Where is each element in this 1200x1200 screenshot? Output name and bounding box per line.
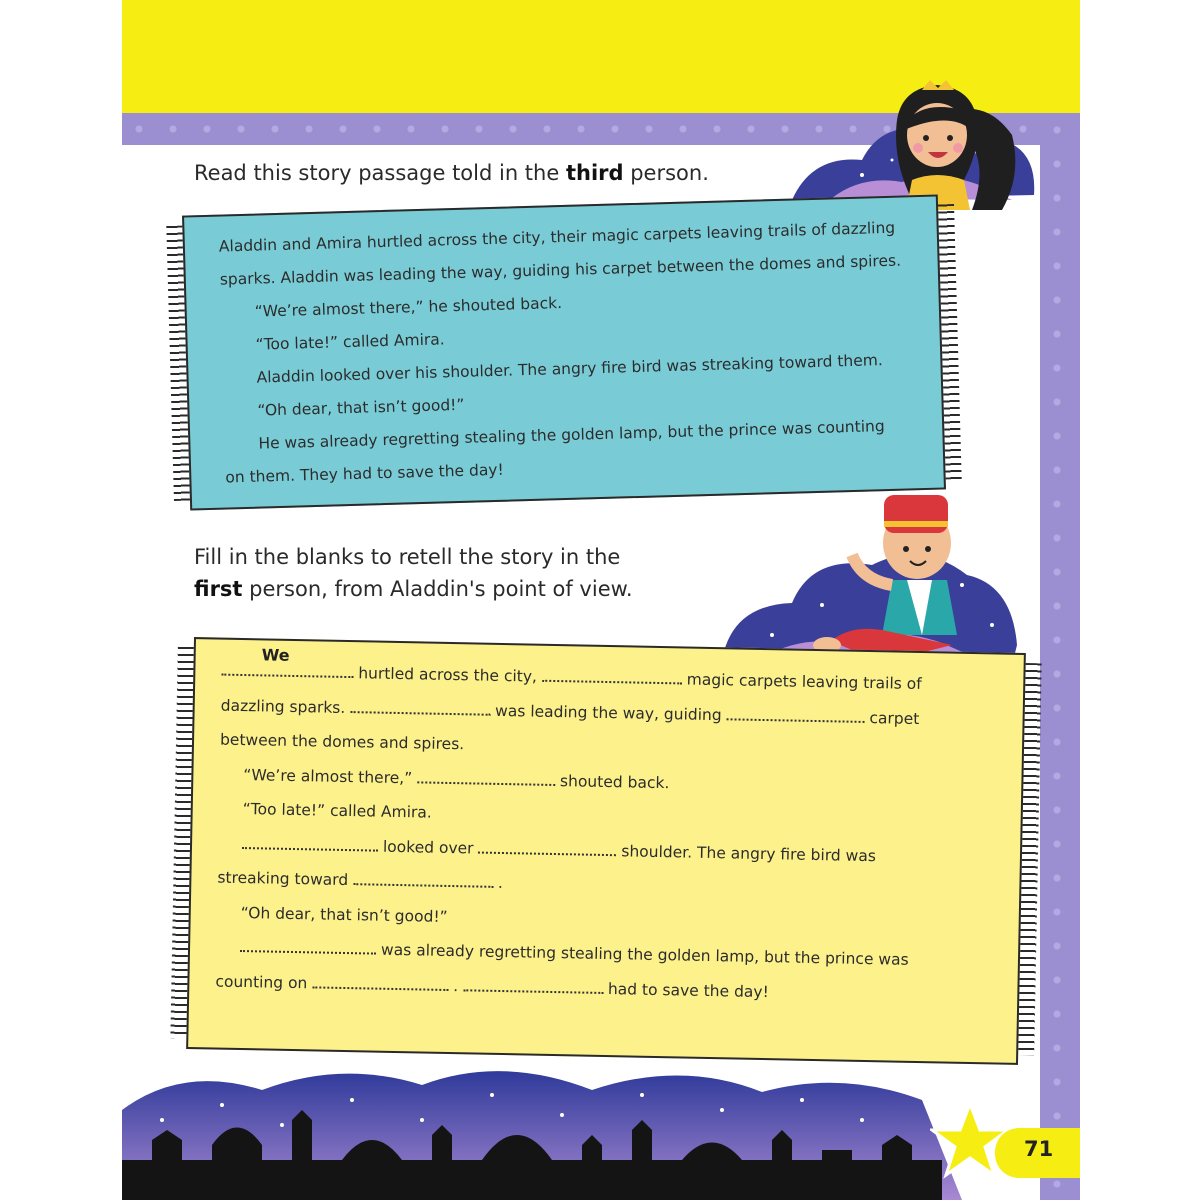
passage-line: sparks. Aladdin was leading the way, guiding his carpet between the domes and spires. bbox=[219, 251, 902, 289]
fill-text: magic carpets leaving trails of bbox=[681, 670, 922, 694]
fill-text: looked over bbox=[377, 837, 479, 858]
instruction-bold-word: first bbox=[194, 577, 243, 601]
workbook-page bbox=[122, 0, 1080, 1200]
blank-11[interactable] bbox=[463, 975, 603, 994]
instruction-text: person, from Aladdin's point of view. bbox=[242, 577, 633, 601]
fill-text: hurtled across the city, bbox=[353, 664, 543, 686]
blank-2[interactable] bbox=[542, 666, 682, 685]
passage-line: Aladdin looked over his shoulder. The angry fire bird was streaking toward them. bbox=[256, 351, 884, 387]
fill-line: “Too late!” called Amira. bbox=[242, 800, 432, 822]
fill-line: “Oh dear, that isn’t good!” bbox=[240, 903, 448, 926]
instruction-fill bbox=[194, 541, 633, 605]
instruction-bold-word: third bbox=[565, 161, 624, 185]
passage-line: “Oh dear, that isn’t good!” bbox=[257, 395, 465, 420]
passage-line: “We’re almost there,” he shouted back. bbox=[254, 294, 563, 321]
passage-line: on them. They had to save the day! bbox=[225, 460, 504, 487]
passage-line: Aladdin and Amira hurtled across the city, their magic carpets leaving trails of dazzling bbox=[218, 218, 896, 256]
fill-text: counting on bbox=[215, 972, 313, 992]
instruction-text: Fill in the blanks to retell the story in the bbox=[194, 545, 621, 569]
passage-line: He was already regretting stealing the golden lamp, but the prince was counting bbox=[258, 417, 885, 453]
fill-text: dazzling sparks. bbox=[220, 696, 351, 717]
fill-text: shouted back. bbox=[554, 771, 670, 792]
instruction-text: person. bbox=[623, 161, 709, 185]
fill-in-exercise bbox=[215, 644, 1011, 1014]
fill-text: . bbox=[492, 873, 504, 893]
fill-line: between the domes and spires. bbox=[219, 730, 465, 754]
fill-text: streaking toward bbox=[217, 868, 354, 890]
fill-text: shoulder. The angry fire bird was bbox=[616, 841, 877, 865]
yellow-carpet-fill-in bbox=[186, 637, 1026, 1065]
blank-4[interactable] bbox=[727, 704, 865, 723]
fill-text: . bbox=[448, 976, 464, 995]
instruction-read bbox=[194, 157, 709, 189]
blank-7[interactable] bbox=[478, 837, 616, 856]
fill-text: was leading the way, guiding bbox=[490, 701, 727, 724]
fill-text: “We’re almost there,” bbox=[243, 765, 418, 787]
blank-8[interactable] bbox=[353, 869, 493, 888]
fill-text: had to save the day! bbox=[602, 979, 769, 1001]
instruction-text: Read this story passage told in the bbox=[194, 161, 566, 185]
page-number: 71 bbox=[1024, 1137, 1054, 1161]
fill-text: carpet bbox=[864, 708, 920, 728]
blank-5[interactable] bbox=[417, 767, 555, 786]
passage-line: “Too late!” called Amira. bbox=[255, 330, 445, 354]
blank-3[interactable] bbox=[350, 697, 490, 716]
blank-9[interactable] bbox=[240, 936, 376, 955]
blue-carpet-passage bbox=[182, 195, 946, 511]
blank-6[interactable] bbox=[242, 833, 378, 852]
blank-10[interactable] bbox=[312, 972, 448, 991]
story-passage bbox=[218, 210, 945, 494]
blank-1[interactable] bbox=[221, 644, 353, 679]
star-border-right bbox=[1040, 113, 1080, 1200]
fill-text: was already regretting stealing the golden lamp, but the prince was bbox=[375, 940, 909, 969]
example-answer: We bbox=[261, 644, 290, 665]
